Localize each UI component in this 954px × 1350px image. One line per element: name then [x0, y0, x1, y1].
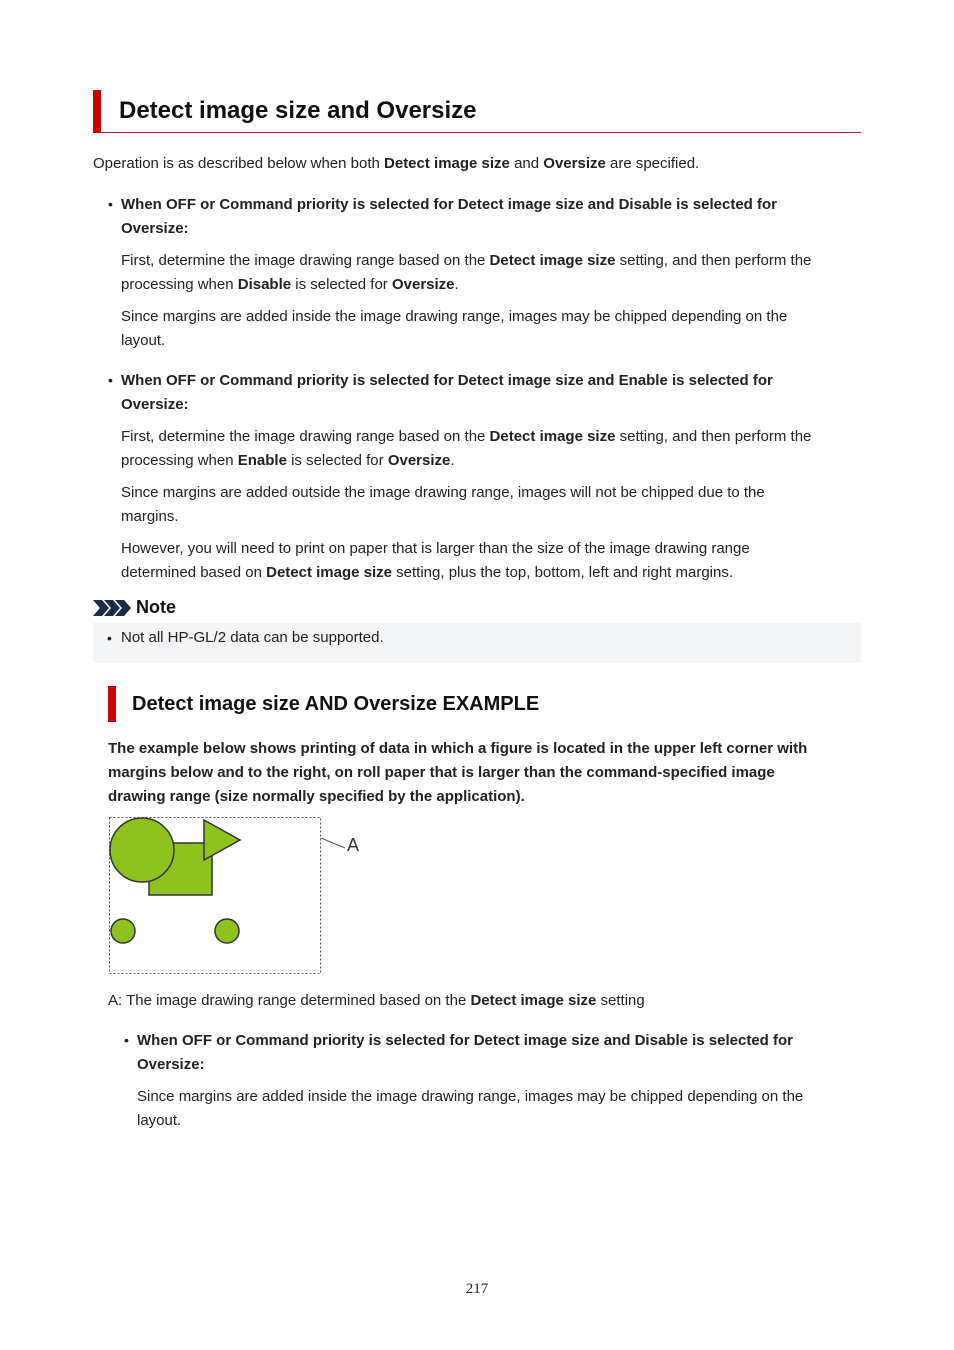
bullet-paragraph: Since margins are added inside the image drawing range, images may be chipped depending on the layout.: [137, 1088, 804, 1129]
bullet-heading: When OFF or Command priority is selected for Detect image size and Disable is selected for Oversize:: [137, 1032, 794, 1073]
callout-label: A: [347, 835, 360, 855]
bullet-paragraph: Since margins are added outside the image drawing range, images will not be chipped due to the margins.: [121, 484, 765, 525]
bullet-dot: •: [124, 1032, 129, 1048]
small-circle-shape: [111, 919, 135, 943]
figure-caption: A: The image drawing range determined based on the Detect image size setting: [108, 992, 645, 1009]
example-intro: The example below shows printing of data in which a figure is located in the upper left corner with margins below and to the right, on roll paper that is larger than the command-specified image drawing range (size normally specified by the application).: [108, 740, 808, 805]
bullet-paragraph: First, determine the image drawing range based on the Detect image size setting, and then perform the processing when Enable is selected for Oversize.: [121, 428, 812, 469]
intro-paragraph: Operation is as described below when both Detect image size and Oversize are specified.: [93, 155, 700, 172]
callout-line: [321, 838, 345, 848]
bullet-paragraph: However, you will need to print on paper that is larger than the size of the image drawing range determined based on Detect image size setting, plus the top, bottom, left and right margins.: [121, 540, 750, 581]
section-title: Detect image size and Oversize: [119, 97, 477, 124]
heading-accent-bar: [108, 686, 116, 722]
bullet-dot: •: [108, 196, 113, 212]
large-circle-shape: [110, 818, 174, 882]
bullet-dot: •: [107, 630, 112, 646]
bullet-paragraph: First, determine the image drawing range based on the Detect image size setting, and then perform the processing when Disable is selected for Oversize.: [121, 252, 812, 293]
heading-accent-bar: [93, 90, 101, 133]
note-chevrons-icon: [93, 599, 133, 617]
bullet-heading: When OFF or Command priority is selected for Detect image size and Disable is selected for Oversize:: [121, 196, 778, 237]
small-circle-shape: [215, 919, 239, 943]
figure-drawing: [108, 816, 368, 978]
page-number: 217: [465, 1281, 489, 1297]
subsection-title: Detect image size AND Oversize EXAMPLE: [132, 693, 540, 715]
note-title: Note: [136, 597, 176, 617]
bullet-paragraph: Since margins are added inside the image drawing range, images may be chipped depending on the layout.: [121, 308, 788, 349]
note-item: Not all HP-GL/2 data can be supported.: [121, 629, 384, 646]
bullet-heading: When OFF or Command priority is selected for Detect image size and Enable is selected for Oversize:: [121, 372, 773, 413]
example-figure: [108, 816, 368, 982]
note-box: [93, 623, 861, 663]
section-heading: [93, 90, 861, 133]
triangle-shape: [204, 820, 240, 860]
bullet-dot: •: [108, 372, 113, 388]
